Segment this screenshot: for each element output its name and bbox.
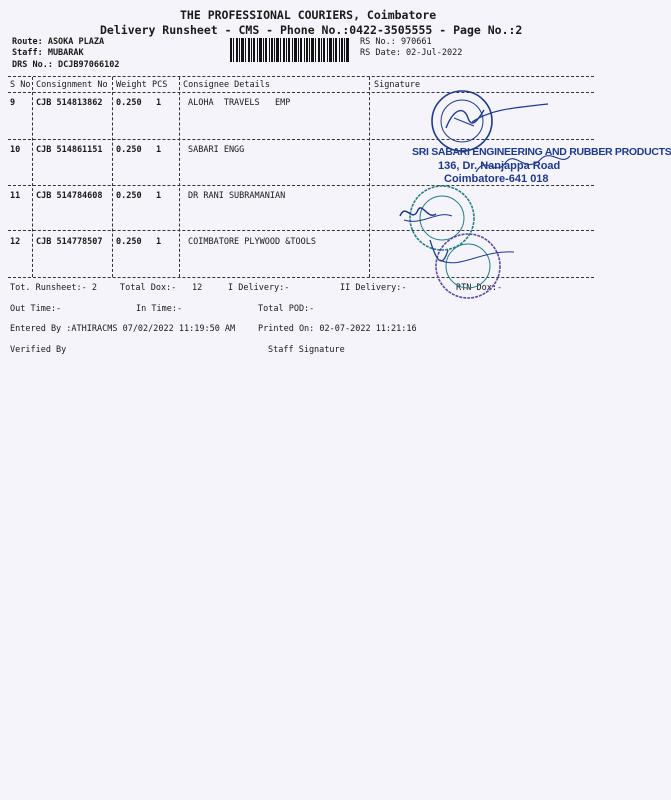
row-rule xyxy=(8,185,594,186)
col-divider xyxy=(179,77,180,277)
round-stamp-icon xyxy=(420,230,520,310)
row-weight: 0.250 xyxy=(116,237,142,247)
row-consignment: CJB 514861151 xyxy=(36,145,103,155)
row-pcs: 1 xyxy=(156,145,162,155)
company-title: THE PROFESSIONAL COURIERS, Coimbatore xyxy=(180,8,437,22)
row-weight: 0.250 xyxy=(116,145,142,155)
col-consignment: Consignment No xyxy=(36,80,108,90)
row-pcs: 1 xyxy=(156,98,162,108)
row-sno: 11 xyxy=(10,191,21,201)
i-delivery: I Delivery:- xyxy=(228,283,290,293)
col-consignee: Consignee Details xyxy=(183,80,270,90)
total-dox-value: 12 xyxy=(192,283,203,293)
tot-runsheet: Tot. Runsheet:- 2 xyxy=(10,283,97,293)
staff-signature: Staff Signature xyxy=(268,345,345,355)
printed-on: Printed On: 02-07-2022 11:21:16 xyxy=(258,324,417,334)
row-sno: 10 xyxy=(10,145,21,155)
row-consignment: CJB 514784608 xyxy=(36,191,103,201)
row-consignee: DR RANI SUBRAMANIAN xyxy=(188,191,286,201)
row-consignment: CJB 514778507 xyxy=(36,237,103,247)
total-dox-label: Total Dox:- xyxy=(120,283,177,293)
row-weight: 0.250 xyxy=(116,98,142,108)
col-weight: Weight xyxy=(116,80,147,90)
row-consignee: ALOHA TRAVELS EMP xyxy=(188,98,291,108)
rs-date: RS Date: 02-Jul-2022 xyxy=(360,48,463,58)
out-time: Out Time:- xyxy=(10,304,62,314)
col-pcs: PCS xyxy=(152,80,168,90)
route-label: Route: ASOKA PLAZA xyxy=(12,37,105,47)
company-stamp-line2: 136, Dr. Nanjappa Road xyxy=(438,160,561,172)
header-bottom-rule xyxy=(8,92,594,93)
col-sno: S No xyxy=(10,80,31,90)
ii-delivery: II Delivery:- xyxy=(340,283,407,293)
row-pcs: 1 xyxy=(156,191,162,201)
rtn-dox: RTN Dox:- xyxy=(456,283,503,293)
col-signature: Signature xyxy=(374,80,421,90)
barcode-image xyxy=(230,38,350,62)
row-sno: 12 xyxy=(10,237,21,247)
total-pod: Total POD:- xyxy=(258,304,315,314)
company-stamp-line3: Coimbatore-641 018 xyxy=(444,173,549,185)
col-divider xyxy=(32,77,33,277)
signature-icon xyxy=(470,100,550,130)
signature-icon xyxy=(472,148,572,182)
row-weight: 0.250 xyxy=(116,191,142,201)
col-divider xyxy=(369,77,370,277)
header-top-rule xyxy=(8,76,594,77)
company-stamp-line1: SRI SABARI ENGINEERING AND RUBBER PRODUCTS xyxy=(412,146,671,158)
drs-number: DRS No.: DCJB97066102 xyxy=(12,60,120,70)
row-sno: 9 xyxy=(10,98,16,108)
row-consignee: COIMBATORE PLYWOOD &TOOLS xyxy=(188,237,316,247)
entered-by: Entered By :ATHIRACMS 07/02/2022 11:19:50 AM xyxy=(10,324,236,334)
rs-number: RS No.: 970661 xyxy=(360,37,432,47)
in-time: In Time:- xyxy=(136,304,183,314)
row-pcs: 1 xyxy=(156,237,162,247)
row-consignee: SABARI ENGG xyxy=(188,145,245,155)
staff-label: Staff: MUBARAK xyxy=(12,48,84,58)
col-divider xyxy=(112,77,113,277)
runsheet-subtitle: Delivery Runsheet - CMS - Phone No.:0422-3505555 - Page No.:2 xyxy=(100,23,523,37)
verified-by: Verified By xyxy=(10,345,67,355)
row-consignment: CJB 514813862 xyxy=(36,98,103,108)
row-rule xyxy=(8,139,594,140)
